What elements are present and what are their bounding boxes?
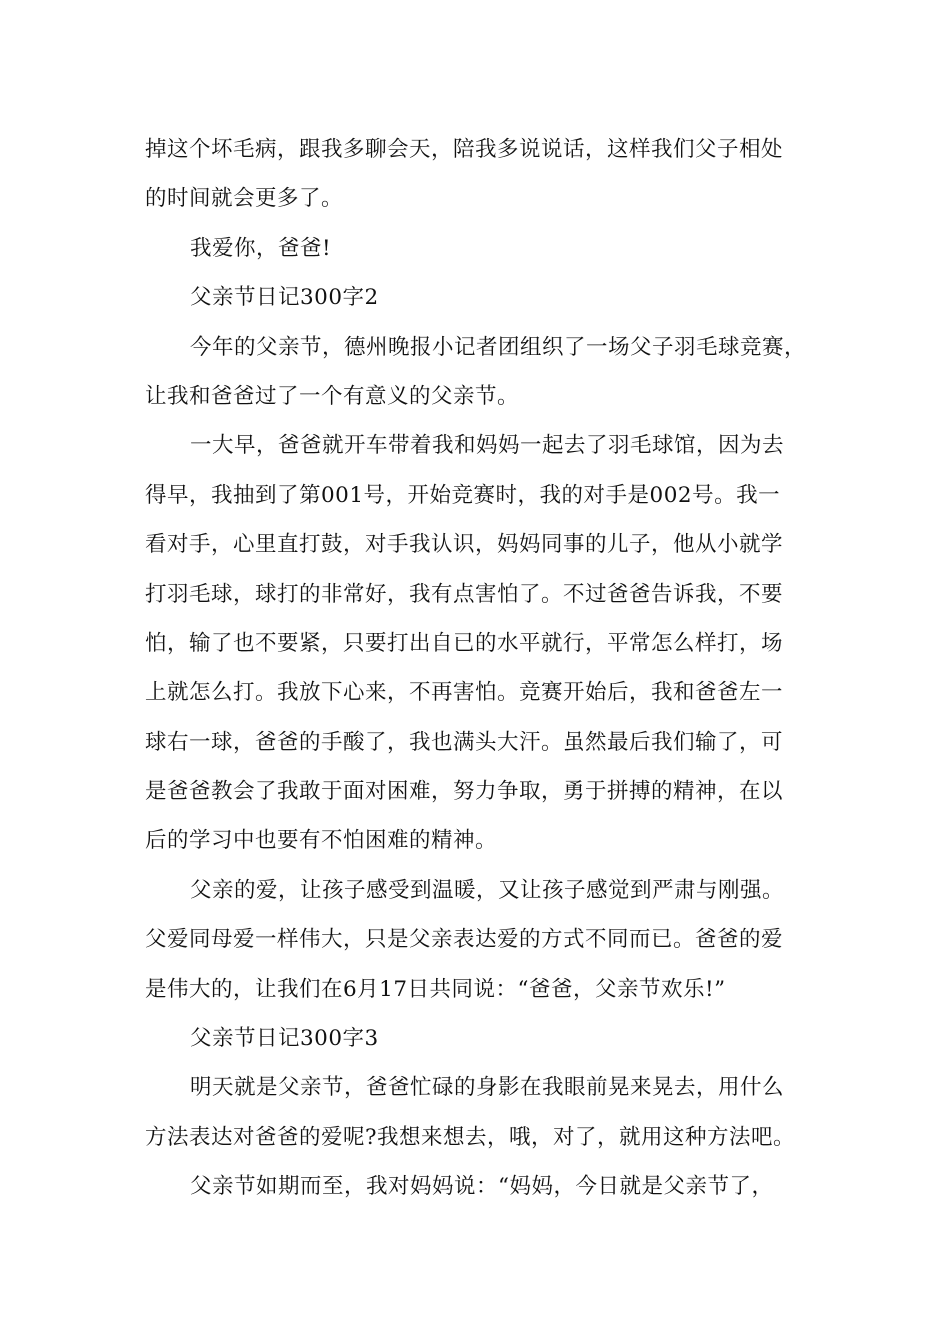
text-line: 我爱你，爸爸! <box>190 235 332 261</box>
text-line: 掉这个坏毛病，跟我多聊会天，陪我多说说话，这样我们父子相处 <box>145 137 784 162</box>
text-line: 父爱同母爱一样伟大，只是父亲表达爱的方式不同而已。爸爸的爱 <box>145 927 784 953</box>
text-line: 今年的父亲节，德州晚报小记者团组织了一场父子羽毛球竞赛， <box>190 334 807 360</box>
text-line: 球右一球，爸爸的手酸了，我也满头大汗。虽然最后我们输了，可 <box>145 729 784 755</box>
document-body <box>145 125 810 1212</box>
text-line: 的时间就会更多了。 <box>145 186 344 212</box>
text-line: 上就怎么打。我放下心来，不再害怕。竞赛开始后，我和爸爸左一 <box>145 680 784 706</box>
text-line: 得早，我抽到了第001号，开始竞赛时，我的对手是002号。我一 <box>145 482 781 508</box>
text-line: 方法表达对爸爸的爱呢?我想来想去，哦，对了，就用这种方法吧。 <box>145 1124 796 1150</box>
text-line: 打羽毛球，球打的非常好，我有点害怕了。不过爸爸告诉我，不要 <box>145 581 784 607</box>
text-line: 后的学习中也要有不怕困难的精神。 <box>145 828 498 854</box>
text-line: 明天就是父亲节，爸爸忙碌的身影在我眼前晃来晃去，用什么 <box>190 1075 785 1101</box>
text-line: 一大早，爸爸就开车带着我和妈妈一起去了羽毛球馆，因为去 <box>190 433 785 459</box>
section-heading: 父亲节日记300字2 <box>190 285 379 311</box>
text-line: 父亲节如期而至，我对妈妈说：“妈妈，今日就是父亲节了， <box>190 1174 774 1200</box>
text-line: 是爸爸教会了我敢于面对困难，努力争取，勇于拼搏的精神，在以 <box>145 779 784 805</box>
section-heading: 父亲节日记300字3 <box>190 1026 379 1052</box>
text-line: 父亲的爱，让孩子感受到温暖，又让孩子感觉到严肃与刚强。 <box>190 877 785 903</box>
text-line: 怕，输了也不要紧，只要打出自已的水平就行，平常怎么样打，场 <box>145 630 784 656</box>
text-line: 看对手，心里直打鼓，对手我认识，妈妈同事的儿子，他从小就学 <box>145 532 784 558</box>
text-line: 让我和爸爸过了一个有意义的父亲节。 <box>145 383 520 409</box>
text-line: 是伟大的，让我们在6月17日共同说：“爸爸，父亲节欢乐!” <box>145 976 726 1002</box>
